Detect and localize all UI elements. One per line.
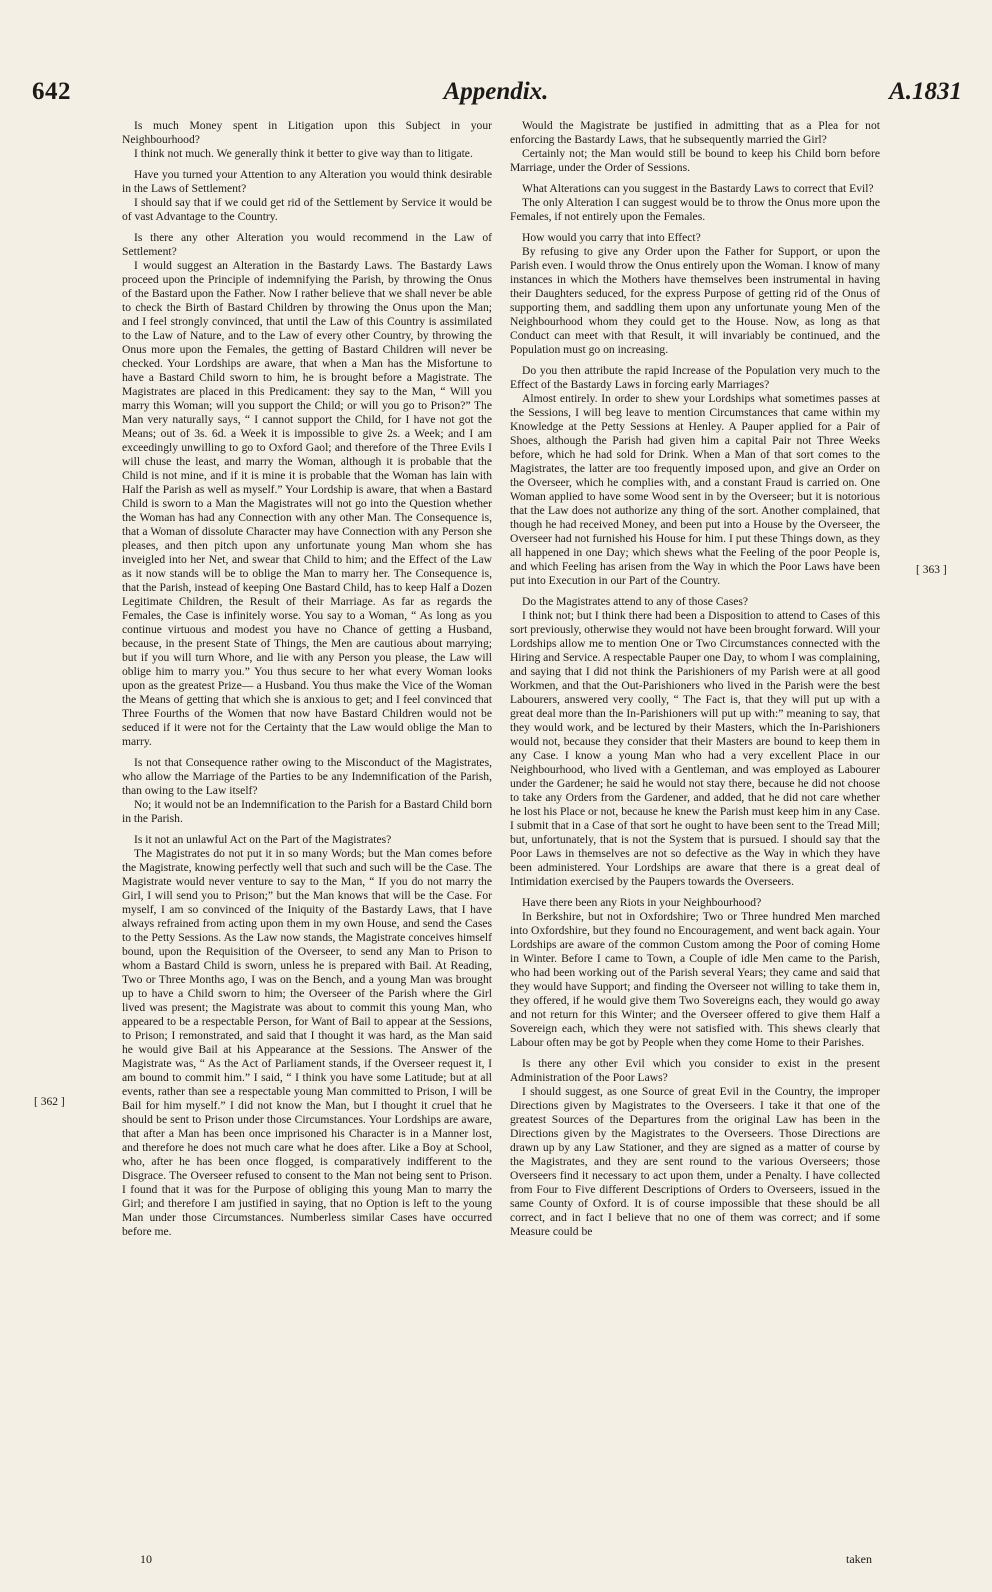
question-paragraph: Have you turned your Attention to any Alteration you would think desirable in the Laws of Settlement? [122,168,492,195]
question-paragraph: Is it not an unlawful Act on the Part of the Magistrates? [134,833,392,846]
answer-paragraph: No; it would not be an Indemnification to the Parish for a Bastard Child born in the Parish. [122,798,492,825]
year-label: A.1831 [889,78,962,105]
signature-mark: 10 [140,1552,152,1566]
question-paragraph: Would the Magistrate be justified in admitting that as a Plea for not enforcing the Bastardy Laws, that he subsequently married the Girl? [510,119,880,146]
answer-paragraph: In Berkshire, but not in Oxfordshire; Two or Three hundred Men marched into Oxfordshire, but they found no Encouragement, and went back again. Your Lordships are aware of the common Custom among the Poor of coming Home in Winter. Before I came to Town, a Couple of idle Men came to the Parish, who had been working out of the Parish several Years; they came and said that they would have Support; and finding the Overseer not willing to take them in, they offered, if he would give them Two Sovereigns each, they would go away and not return for this Winter; and the Overseer offered to give them Half a Sovereign each, which they were not satisfied with. This shews clearly that Labour often may be got by People when they come Home to their Parishes. [510,910,880,1049]
page-header [30,78,962,116]
answer-paragraph: I would suggest an Alteration in the Bastardy Laws. The Bastardy Laws proceed upon the Principle of indemnifying the Parish, by throwing the Onus of the Bastard upon the Father. Now I rather believe that we shall never be able to check the Birth of Bastard Children by throwing the Onus upon the Man; and I feel strongly convinced, that until the Law of this Country is assimilated to the Law of Nature, and to the Law of every other Country, by throwing the Onus more upon the Females, the getting of Bastard Children will never be checked. Your Lordships are aware, that when a Man has the Misfortune to have a Bastard Child sworn to him, he is brought before a Magistrate. The Magistrates are placed in this Predicament: they say to the Man, “ Will you marry this Woman; will you support the Child; or will you go to Prison?” The Man very naturally says, “ I cannot support the Child, for I have not got the Means; out of 3s. 6d. a Week it is impossible to give 2s. a Week; and I am exceedingly unwilling to go to Oxford Gaol; and therefore of the Three Evils I will chuse the least, and marry the Woman, although it is probable that the Child is not mine, and if it is mine it is probable that the Woman has lain with Half the Parish as well as myself.” Your Lordship is aware, that when a Bastard Child is sworn to a Man the Magistrates will not go into the Question whether the Woman has had any Connection with any other Man. The Consequence is, that a Woman of dissolute Character may have Connection with any Person she pleases, and then pitch upon any unfortunate young Man whom she has inveigled into her Net, and swear that Child to him; and the Effect of the Law as it now stands will be to oblige the Man to marry her. The Consequence is, that the Parish, instead of keeping One Bastard Child, has to keep Half a Dozen Legitimate Children, the Result of their Marriage. As far as regards the Females, the Case is infinitely worse. You say to a Woman, “ As long as you continue virtuous and modest you have no Chance of getting a Husband, because, in the present State of Things, the Men are cautious about marrying; but if you will turn Whore, and lie with any Person you please, the Law will oblige him to marry you.” You thus secure to her what every Woman looks upon as the greatest Prize— a Husband. You thus make the Vice of the Woman the Means of getting that which she is anxious to get; and I feel convinced that Three Fourths of the Women that now have Bastard Children would not be seduced if it were not for the Certainty that the Law would oblige the Man to marry. [122,259,492,748]
margin-page-ref-right: [ 363 ] [916,564,947,576]
left-text-column [122,119,492,1565]
question-paragraph: Do you then attribute the rapid Increase of the Population very much to the Effect of the Bastardy Laws in forcing early Marriages? [510,364,880,391]
answer-paragraph: I think not; but I think there had been a Disposition to attend to Cases of this sort previously, otherwise they would not have been brought forward. Will your Lordships allow me to mention One or Two Circumstances connected with the Hiring and Service. A respectable Pauper one Day, to whom I was complaining, and saying that I did not think the Parishioners of my Parish were at all good Workmen, and that the Out-Parishioners who lived in the Parish were the best Labourers, answered very coolly, “ The Fact is, that they will put up with a great deal more than the In-Parishioners will put up with:” meaning to say, that they would work, and be lectured by their Masters, which the In-Parishioners would not, because they consider that their Masters are bound to keep them in any Case. I know a young Man who had a very excellent Place in our Neighbourhood, who lived with a Gentleman, and was employed as Labourer under the Gardener; he said he would not stay there, because he did not choose to take any Orders from the Gardener, and added, that he did not care whether he lost his Place or not, because he knew the Parish must keep him in any Case. I submit that in a Case of that sort he ought to have been sent to the Tread Mill; but, unfortunately, that is not the System that is pursued. I should say that the Poor Laws in themselves are not so defective as the Way in which they have been administered. Your Lordships are aware that there is a great deal of Intimidation exercised by the Paupers towards the Overseers. [510,609,880,888]
question-paragraph: Is there any other Evil which you consider to exist in the present Administration of the Poor Laws? [510,1057,880,1084]
answer-paragraph: The Magistrates do not put it in so many Words; but the Man comes before the Magistrate, knowing perfectly well that such and such will be the Case. The Magistrate would never venture to say to the Man, “ If you do not marry the Girl, I will send you to Prison;” but the Man knows that will be the Case. For myself, I am so convinced of the Iniquity of the Bastardy Laws, that I have always refrained from acting upon them in my own House, and send the Cases to the Petty Sessions. As the Law now stands, the Magistrate conceives himself bound, upon the Requisition of the Overseer, to send any Man to Prison to whom a Bastard Child is sworn, unless he is prepared with Bail. At Reading, Two or Three Months ago, I was on the Bench, and a young Man was brought up to have a Child sworn to him; the Overseer of the Parish where the Girl lived was present; the Magistrate was about to commit this young Man, who appeared to be a respectable Person, for Want of Bail to appear at the Sessions, to Prison; I remonstrated, and said that I thought it was hard, as the Man said he would give Bail at his Appearance at the Sessions. The Answer of the Magistrate was, “ As the Act of Parliament stands, if the Overseer request it, I am bound to commit him.” I said, “ I think you have some Latitude; but at all events, rather than see a respectable young Man committed to Prison, I will be Bail for him myself.” I did not know the Man, but I thought it cruel that he should be sent to Prison under those Circumstances. Your Lordships are aware, that after a Man has been once imprisoned his Character is in a Manner lost, and therefore he does not much care what he does after. Like a Boy at School, who, after he has been once flogged, is comparatively indifferent to the Disgrace. The Overseer refused to consent to the Man not being sent to Prison. I found that it was for the Purpose of obliging this young Man to marry the Girl; and therefore I am justified in saying, that no Option is left to the young Man under those Circumstances. Numberless similar Cases have occurred before me. [122,847,492,1238]
answer-paragraph: Certainly not; the Man would still be bound to keep his Child born before Marriage, under the Order of Sessions. [510,147,880,174]
answer-paragraph: The only Alteration I can suggest would be to throw the Onus more upon the Females, if not entirely upon the Females. [510,196,880,223]
right-text-column [510,119,880,1565]
answer-paragraph: I should suggest, as one Source of great Evil in the Country, the improper Directions given by Magistrates to the Overseers. I take it that one of the greatest Sources of the Departures from the original Law has been in the Directions given by the Magistrates to the Overseers. Those Directions are drawn up by any Law Stationer, and they are signed as a matter of course by the Magistrates, and they are sent round to the various Overseers; those Overseers find it necessary to act upon them, under a Penalty. I have collected from Four to Five different Descriptions of Orders to Overseers, issued in the same County of Oxford. It is of course impossible that these should be all correct, and in fact I believe that no one of them was correct; and if some Measure could be [510,1085,880,1238]
margin-page-ref-left: [ 362 ] [34,1096,65,1108]
question-paragraph: How would you carry that into Effect? [522,231,701,244]
answer-paragraph: I should say that if we could get rid of the Settlement by Service it would be of vast Advantage to the Country. [122,196,492,223]
answer-paragraph: Almost entirely. In order to shew your Lordships what sometimes passes at the Sessions, I will beg leave to mention Circumstances that came within my Knowledge at the Petty Sessions at Henley. A Pauper applied for a Pair of Shoes, although the Parish had given him a capital Pair not Three Weeks before, which he had sold for Drink. When a Man of that sort comes to the Magistrates, the latter are too frequently imposed upon, and give an Order on the Overseer, which he complies with, and a constant Fraud is carried on. One Woman applied to have some Wood sent in by the Overseer; but it is notorious that the Law does not authorize any thing of the sort. Another complained, that though he had received Money, and been put into a House by the Overseer, the Overseer had not furnished his House for him. I put these Things down, as they all happened in one Day; which shews what the Feeling of the poor People is, and which Feeling has arisen from the Way in which the Poor Laws have been put into Execution in our Part of the Country. [510,392,880,587]
catchword: taken [846,1552,872,1566]
question-paragraph: Is not that Consequence rather owing to the Misconduct of the Magistrates, who allow the Marriage of the Parties to be any Indemnification of the Parish, than owing to the Law itself? [122,756,492,797]
question-paragraph: Have there been any Riots in your Neighbourhood? [522,896,762,909]
question-paragraph: Do the Magistrates attend to any of those Cases? [522,595,749,608]
page-number: 642 [32,78,71,105]
question-paragraph: Is much Money spent in Litigation upon this Subject in your Neighbourhood? [122,119,492,146]
question-paragraph: Is there any other Alteration you would recommend in the Law of Settlement? [122,231,492,258]
answer-paragraph: By refusing to give any Order upon the Father for Support, or upon the Parish even. I would throw the Onus entirely upon the Woman. I know of many instances in which the Mothers have themselves been instrumental in having their Daughters seduced, for the express Purpose of getting rid of the Onus of supporting them, and saddling them upon any unfortunate young Men of the Neighbourhood whom they could get to the House. Now, as long as that Conduct can meet with that Result, it will invariably be continued, and the Population must go on increasing. [510,245,880,356]
answer-paragraph: I think not much. We generally think it better to give way than to litigate. [134,147,473,160]
question-paragraph: What Alterations can you suggest in the Bastardy Laws to correct that Evil? [522,182,874,195]
page-title: Appendix. [443,78,549,105]
